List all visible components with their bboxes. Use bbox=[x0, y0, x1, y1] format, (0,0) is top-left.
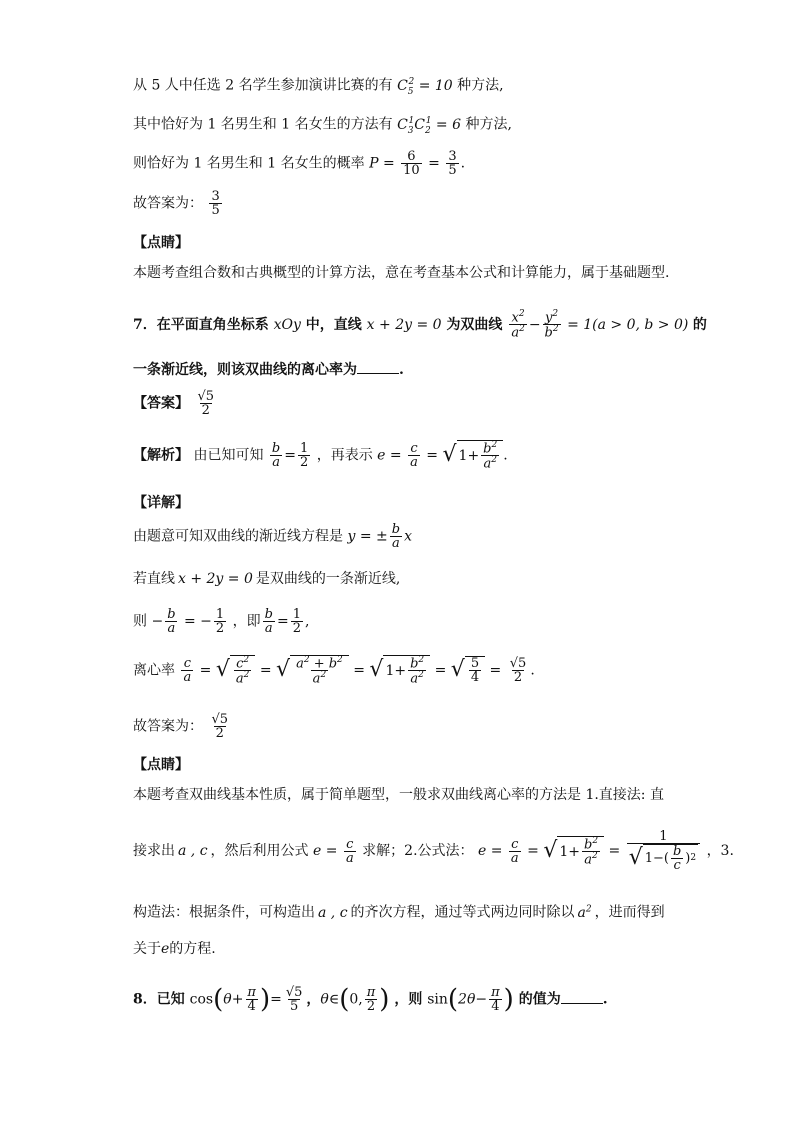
answer-blank bbox=[357, 361, 399, 374]
text: 种方法, bbox=[465, 116, 512, 133]
detail-line-2: 若直线 x + 2y = 0 是双曲线的一条渐近线, bbox=[133, 571, 401, 587]
question-8: 8．已知 cos(θ+ $\frac{\pi}{4}$ )= $\frac{√5}{5}$ ，θ∈(0, $\frac{\pi}{2}$ ) ，则 sin(2θ− $\frac{\pi}{4}$ ) 的值为 . bbox=[133, 984, 608, 1015]
fraction-6-10: $\frac{6}{10}$ bbox=[403, 149, 420, 178]
answer-label: 【答案】 bbox=[133, 395, 189, 412]
solution-line-3: 则恰好为 1 名男生和 1 名女生的概率 P = $\frac{6}{10}$ = $\frac{3}{5}$ . bbox=[133, 149, 466, 178]
detail-line-1: 由题意可知双曲线的渐近线方程是 y = ± $\frac{b}{a}$ x bbox=[133, 522, 412, 551]
answer-blank bbox=[561, 991, 603, 1004]
math-combination: $C_5^2 = 10$ bbox=[397, 77, 453, 97]
question-7-line-1: 7．在平面直角坐标系 xOy 中，直线 x + 2y = 0 为双曲线 $\frac{x^2}{a^2}$ − $\frac{y^2}{b^2}$ = 1(a > 0, b > 0) 的 bbox=[133, 309, 707, 341]
text: 其中恰好为 1 名男生和 1 名女生的方法有 bbox=[133, 116, 393, 133]
math-p: P = bbox=[369, 155, 395, 172]
math-combination-product: $C_3^1C_2^1 = 6$ bbox=[397, 116, 461, 136]
detail-line-3: 则 − $\frac{b}{a}$ = − $\frac{1}{2}$ ，即 $\frac{b}{a}$ = $\frac{1}{2}$ , bbox=[133, 607, 310, 636]
comment-line-1: 本题考查双曲线基本性质，属于简单题型，一般求双曲线离心率的方法是 1.直接法: 直 bbox=[133, 787, 664, 803]
analysis-row: 【解析】 由已知可知 $\frac{b}{a}$ = $\frac{1}{2}$ ，再表示 e = $\frac{c}{a}$ = √ 1+ $\frac{b^2}{a^2}$ . bbox=[133, 440, 508, 472]
answer-row bbox=[133, 390, 218, 417]
text: 则恰好为 1 名男生和 1 名女生的概率 bbox=[133, 155, 365, 172]
fraction-sqrt5-2: $\frac{√5}{2}$ bbox=[197, 389, 215, 418]
detail-line-4: 离心率 $\frac{c}{a}$ = √ $\frac{c^2}{a^2}$ = √ $\frac{a^2 + b^2}{a^2}$ = √ 1+ $\frac{b^2}{a^2}$ = √ $\frac{5}{4}$ = $\frac{√5}{2}$ . bbox=[133, 655, 535, 687]
fraction-3-5: $\frac{3}{5}$ bbox=[448, 149, 457, 178]
answer-line-1 bbox=[133, 190, 224, 217]
detail-label: 【详解】 bbox=[133, 495, 189, 511]
text: 种方法, bbox=[457, 77, 504, 94]
analysis-label: 【解析】 bbox=[133, 447, 189, 464]
comment-line-3: 构造法：根据条件，可构造出 a , c 的齐次方程，通过等式两边同时除以 $a^2$ ，进而得到 bbox=[133, 904, 665, 921]
fraction-3-5: $\frac{3}{5}$ bbox=[211, 189, 220, 218]
question-7-line-2: 一条渐近线，则该双曲线的离心率为 . bbox=[133, 362, 404, 378]
solution-line-2 bbox=[133, 117, 512, 135]
comment-line-4: 关于e的方程. bbox=[133, 941, 216, 957]
comment-line-2: 接求出 a , c ，然后利用公式 e = $\frac{c}{a}$ 求解；2.公式法： e = $\frac{c}{a}$ = √ 1+ $\frac{b^2}{a^2}$ = 1 √ 1−( $\frac{b}{c}$ ) 2 ，3. bbox=[133, 829, 734, 873]
solution-line-1 bbox=[133, 78, 504, 96]
text: 故答案为： bbox=[133, 195, 203, 212]
comment-text-1: 本题考查组合数和古典概型的计算方法，意在考查基本公式和计算能力，属于基础题型. bbox=[133, 265, 670, 281]
detail-line-5: 故答案为： $\frac{√5}{2}$ bbox=[133, 712, 229, 741]
comment-label-1: 【点睛】 bbox=[133, 235, 189, 251]
text: 从 5 人中任选 2 名学生参加演讲比赛的有 bbox=[133, 77, 393, 94]
comment-label-2: 【点睛】 bbox=[133, 757, 189, 773]
